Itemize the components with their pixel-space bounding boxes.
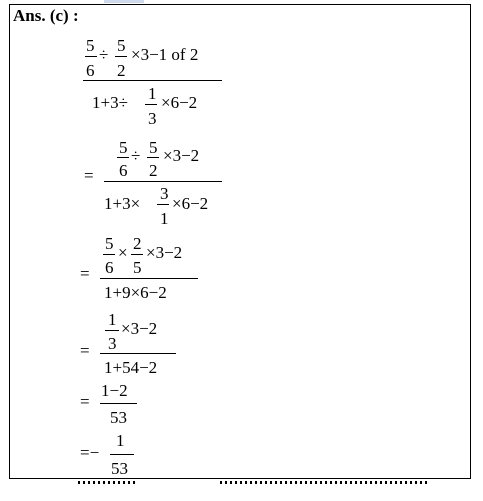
- s1-den-frac-num: 1: [148, 84, 157, 103]
- s6-den: 53: [111, 459, 128, 478]
- s2-main-bar: [104, 181, 222, 182]
- s3-frac-b-den: 5: [133, 258, 142, 277]
- s3-mul-sign: ×: [118, 243, 128, 262]
- s1-frac-a-num: 5: [86, 36, 95, 55]
- s4-frac-bar: [105, 330, 119, 331]
- s3-frac-a-bar: [103, 254, 115, 255]
- s4-frac-den: 3: [108, 334, 117, 353]
- s1-frac-a-bar: [85, 56, 97, 57]
- s3-frac-a-num: 5: [105, 234, 114, 253]
- answer-label: Ans. (c) :: [13, 6, 79, 25]
- s3-frac-a-den: 6: [105, 258, 114, 277]
- s5-den: 53: [110, 408, 127, 427]
- s2-frac-a-den: 6: [119, 161, 128, 180]
- s1-frac-b-den: 2: [117, 61, 126, 80]
- s4-equals: =: [80, 341, 90, 360]
- s3-frac-b-bar: [131, 254, 143, 255]
- s4-num-rest: ×3−2: [121, 319, 158, 338]
- s2-frac-a-bar: [117, 157, 129, 158]
- s2-den-frac-num: 3: [160, 184, 169, 203]
- s1-den-left: 1+3÷: [92, 93, 128, 112]
- s2-num-rest: ×3−2: [163, 146, 200, 165]
- s2-frac-b-bar: [147, 157, 159, 158]
- s3-den: 1+9×6−2: [104, 283, 167, 302]
- s5-main-bar: [100, 403, 137, 404]
- s5-num: 1−2: [101, 381, 128, 400]
- s2-den-frac-bar: [157, 204, 169, 205]
- s3-num-rest: ×3−2: [146, 243, 183, 262]
- s6-main-bar: [110, 454, 134, 455]
- s2-den-rest: ×6−2: [172, 194, 209, 213]
- s1-frac-b-bar: [115, 56, 127, 57]
- s3-main-bar: [100, 278, 198, 279]
- s6-num: 1: [116, 431, 125, 450]
- s1-main-bar: [83, 80, 222, 81]
- s6-equals-minus: =−: [80, 443, 100, 462]
- s3-equals: =: [80, 264, 90, 283]
- s4-main-bar: [100, 353, 176, 354]
- s3-frac-b-num: 2: [133, 234, 142, 253]
- bottom-cutoff-text-b: [220, 481, 430, 484]
- s2-equals: =: [84, 166, 94, 185]
- s1-frac-a-den: 6: [86, 61, 95, 80]
- top-scan-mark: [104, 0, 144, 3]
- s2-den-left: 1+3×: [104, 194, 141, 213]
- s2-div-sign: ÷: [131, 146, 141, 165]
- s1-den-frac-den: 3: [148, 109, 157, 128]
- answer-box: [9, 4, 471, 479]
- s1-div-sign: ÷: [99, 45, 109, 64]
- bottom-cutoff-text-a: [78, 481, 138, 484]
- s2-frac-b-den: 2: [149, 161, 158, 180]
- s5-equals: =: [80, 392, 90, 411]
- s2-den-frac-den: 1: [160, 209, 169, 228]
- s1-num-rest: ×3−1 of 2: [131, 45, 199, 64]
- s1-den-rest: ×6−2: [161, 93, 198, 112]
- s1-frac-b-num: 5: [117, 36, 126, 55]
- s4-den: 1+54−2: [104, 358, 158, 377]
- s2-frac-b-num: 5: [149, 138, 158, 157]
- s4-frac-num: 1: [108, 310, 117, 329]
- s1-den-frac-bar: [145, 104, 157, 105]
- s2-frac-a-num: 5: [119, 138, 128, 157]
